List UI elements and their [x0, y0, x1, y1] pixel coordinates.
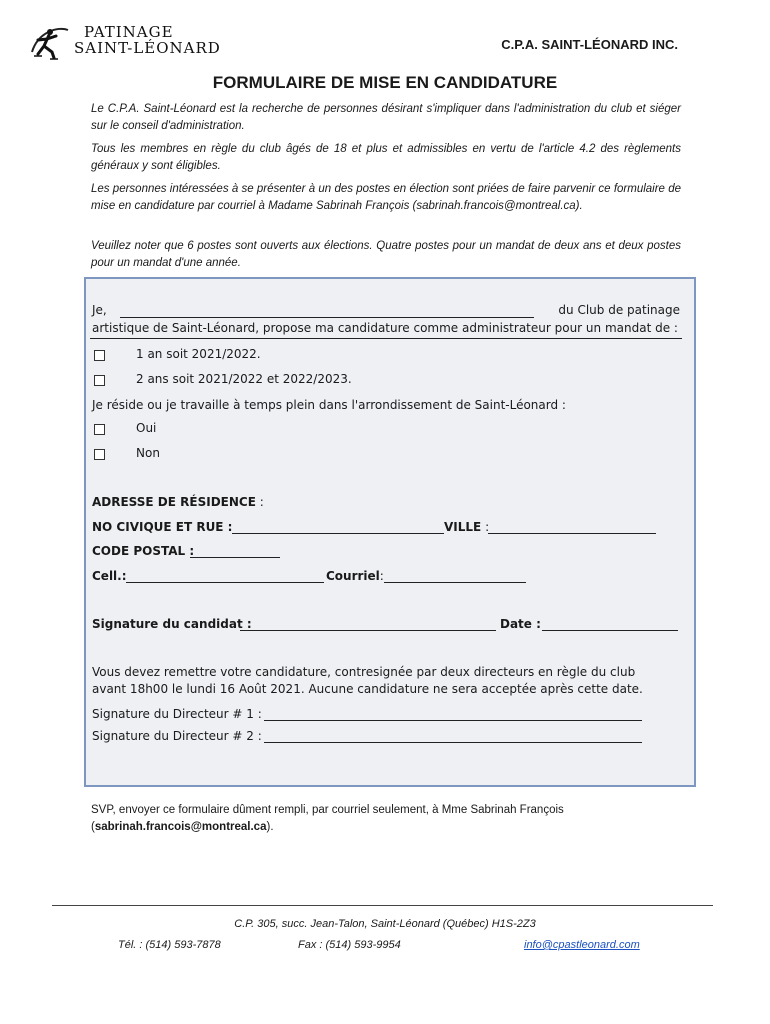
footer-address: C.P. 305, succ. Jean-Talon, Saint-Léonard (Québec) H1S-2Z3 [234, 918, 536, 930]
civic-label: NO CIVIQUE ET RUE : [92, 520, 233, 534]
candidate-signature-field[interactable] [240, 630, 496, 631]
address-heading: ADRESSE DE RÉSIDENCE : [92, 495, 264, 509]
courriel-label: Courriel: [326, 569, 384, 583]
postal-label: CODE POSTAL : [92, 544, 195, 558]
footer-tel: Tél. : (514) 593-7878 [118, 939, 221, 951]
du-club-label: du Club de patinage [558, 303, 680, 317]
director1-label: Signature du Directeur # 1 : [92, 707, 262, 721]
logo-line1: PATINAGE [84, 23, 174, 41]
footer-fax: Fax : (514) 593-9954 [298, 939, 401, 951]
intro-paragraph-3: Les personnes intéressées à se présenter à un des postes en élection sont priées de faire parvenir ce formulaire de mise en candidature par courriel à Madame Sabrinah François (sabrinah.francois@montreal.ca). [91, 183, 681, 212]
date-label: Date : [500, 617, 541, 631]
footer-divider [52, 905, 713, 906]
submission-text-2: avant 18h00 le lundi 16 Août 2021. Aucune candidature ne sera acceptée après cette date. [92, 682, 643, 696]
intro-paragraph-4: Veuillez noter que 6 postes sont ouverts aux élections. Quatre postes pour un mandat de deux ans et deux postes pour un mandat d'une année. [91, 240, 681, 269]
option-2-years: 2 ans soit 2021/2022 et 2022/2023. [136, 372, 352, 386]
skater-icon [28, 22, 72, 62]
cell-label: Cell.: [92, 569, 127, 583]
option-1-year: 1 an soit 2021/2022. [136, 347, 261, 361]
director1-field[interactable] [264, 720, 642, 721]
logo-line2: SAINT-LÉONARD [74, 39, 221, 57]
option-oui: Oui [136, 421, 157, 435]
courriel-field[interactable] [384, 582, 526, 583]
page-title: FORMULAIRE DE MISE EN CANDIDATURE [212, 73, 558, 92]
intro-paragraph-1: Le C.P.A. Saint-Léonard est la recherche de personnes désirant s'impliquer dans l'administration du club et siéger sur le conseil d'administration. [91, 103, 681, 132]
application-form [84, 277, 696, 787]
civic-field[interactable] [232, 533, 444, 534]
divider [90, 338, 682, 339]
ville-field[interactable] [488, 533, 656, 534]
name-field[interactable] [120, 317, 534, 318]
checkbox-2-years[interactable] [94, 375, 105, 386]
mandate-intro-text: artistique de Saint-Léonard, propose ma candidature comme administrateur pour un mandat de : [92, 321, 678, 335]
option-non: Non [136, 446, 160, 460]
submission-note: SVP, envoyer ce formulaire dûment rempli, par courriel seulement, à Mme Sabrinah François (sabrinah.francois@montreal.ca). [91, 804, 564, 833]
submission-text-1: Vous devez remettre votre candidature, contresignée par deux directeurs en règle du club [92, 665, 636, 679]
club-logo [28, 22, 228, 62]
director2-field[interactable] [264, 742, 642, 743]
intro-paragraph-2: Tous les membres en règle du club âgés de 18 et plus et admissibles en vertu de l'article 4.2 des règlements généraux y sont éligibles. [91, 143, 681, 172]
residence-question: Je réside ou je travaille à temps plein dans l'arrondissement de Saint-Léonard : [92, 398, 566, 412]
director2-label: Signature du Directeur # 2 : [92, 729, 262, 743]
organization-name: C.P.A. SAINT-LÉONARD INC. [501, 37, 678, 52]
ville-label: VILLE : [444, 520, 490, 534]
cell-field[interactable] [126, 582, 324, 583]
checkbox-oui[interactable] [94, 424, 105, 435]
footer-email-link[interactable]: info@cpastleonard.com [524, 939, 640, 951]
date-field[interactable] [542, 630, 678, 631]
checkbox-1-year[interactable] [94, 350, 105, 361]
postal-field[interactable] [190, 557, 280, 558]
note-email: sabrinah.francois@montreal.ca [94, 821, 267, 833]
candidate-signature-label: Signature du candidat : [92, 617, 252, 631]
je-label: Je, [92, 303, 107, 317]
checkbox-non[interactable] [94, 449, 105, 460]
